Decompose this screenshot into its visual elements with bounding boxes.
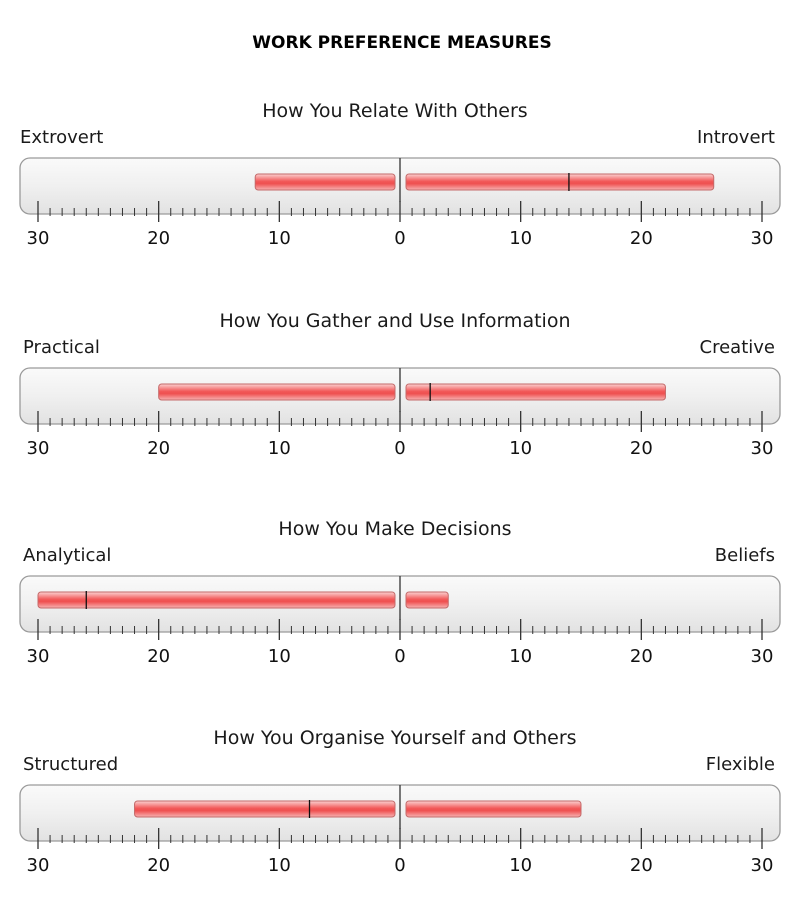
chart-title: WORK PREFERENCE MEASURES xyxy=(252,33,552,53)
left-pole-label: Extrovert xyxy=(20,127,104,148)
axis-tick-label: 0 xyxy=(394,228,406,249)
axis-tick-label: 30 xyxy=(26,646,50,667)
right-score-bar xyxy=(406,592,448,608)
left-score-bar xyxy=(135,801,395,817)
left-score-bar xyxy=(38,592,395,608)
axis-tick-label: 10 xyxy=(267,228,291,249)
axis-tick-label: 0 xyxy=(394,646,406,667)
right-score-bar xyxy=(406,174,714,190)
measure-panel xyxy=(20,310,780,459)
axis-tick-label: 30 xyxy=(750,438,774,459)
left-pole-label: Structured xyxy=(23,754,119,775)
axis-tick-label: 0 xyxy=(394,855,406,876)
right-pole-label: Introvert xyxy=(697,127,775,148)
axis-tick-label: 20 xyxy=(147,438,171,459)
measure-panel xyxy=(20,100,780,249)
axis-tick-label: 10 xyxy=(509,438,533,459)
axis-tick-label: 30 xyxy=(750,228,774,249)
measure-panel xyxy=(20,518,780,667)
left-pole-label: Practical xyxy=(23,337,100,358)
right-pole-label: Creative xyxy=(699,337,775,358)
axis-tick-label: 0 xyxy=(394,438,406,459)
axis-tick-label: 10 xyxy=(267,855,291,876)
axis-tick-label: 30 xyxy=(26,228,50,249)
left-score-bar xyxy=(255,174,395,190)
axis-tick-label: 10 xyxy=(267,646,291,667)
measure-heading: How You Relate With Others xyxy=(262,100,528,122)
axis-tick-label: 30 xyxy=(750,855,774,876)
right-score-bar xyxy=(406,801,581,817)
left-score-bar xyxy=(159,384,395,400)
measure-heading: How You Make Decisions xyxy=(278,518,512,540)
axis-tick-label: 20 xyxy=(629,228,653,249)
measure-panel xyxy=(20,727,780,876)
axis-tick-label: 20 xyxy=(629,646,653,667)
axis-tick-label: 30 xyxy=(26,855,50,876)
right-score-bar xyxy=(406,384,665,400)
axis-tick-label: 20 xyxy=(629,438,653,459)
axis-tick-label: 10 xyxy=(509,646,533,667)
axis-tick-label: 10 xyxy=(267,438,291,459)
axis-tick-label: 30 xyxy=(26,438,50,459)
axis-tick-label: 20 xyxy=(629,855,653,876)
axis-tick-label: 20 xyxy=(147,855,171,876)
measure-heading: How You Organise Yourself and Others xyxy=(213,727,577,749)
right-pole-label: Beliefs xyxy=(714,545,775,566)
axis-tick-label: 20 xyxy=(147,646,171,667)
axis-tick-label: 30 xyxy=(750,646,774,667)
axis-tick-label: 10 xyxy=(509,228,533,249)
right-pole-label: Flexible xyxy=(705,754,775,775)
axis-tick-label: 20 xyxy=(147,228,171,249)
left-pole-label: Analytical xyxy=(23,545,112,566)
axis-tick-label: 10 xyxy=(509,855,533,876)
measure-heading: How You Gather and Use Information xyxy=(219,310,571,332)
